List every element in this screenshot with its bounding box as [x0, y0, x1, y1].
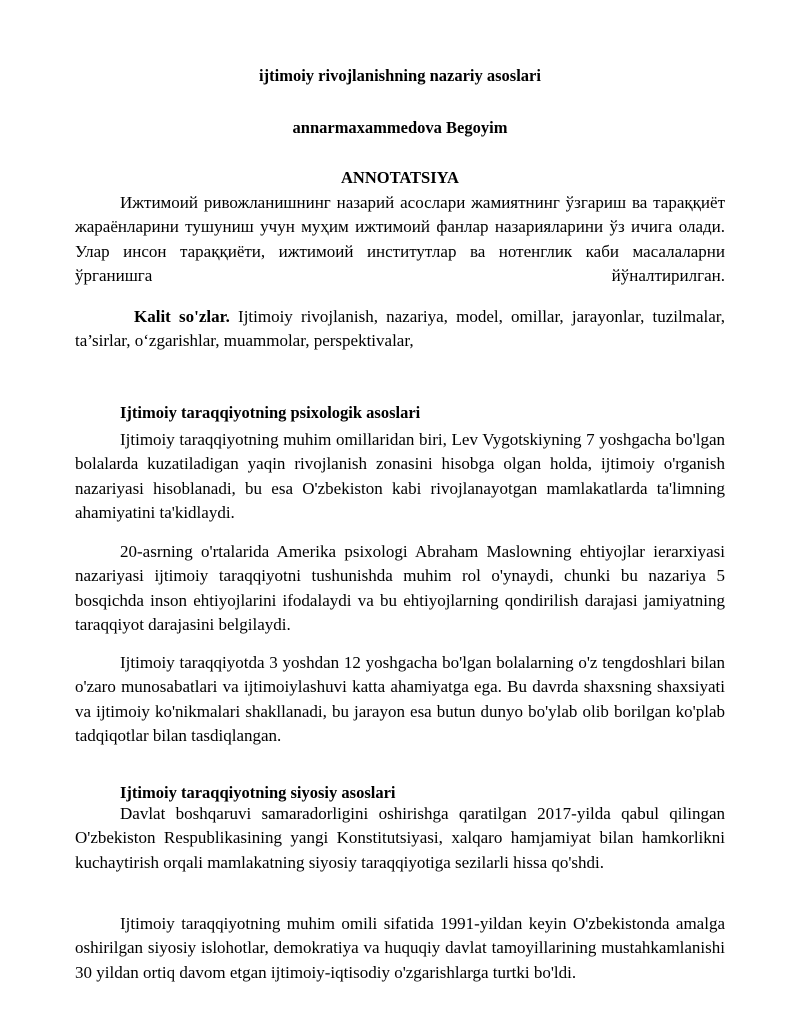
- section-heading-psychological: Ijtimoiy taraqqiyotning psixologik asoslari: [120, 403, 421, 422]
- author-name: annarmaxammedova Begoyim: [292, 118, 508, 137]
- keywords-paragraph: [75, 305, 725, 354]
- section1-paragraph-1: Ijtimoiy taraqqiyotning muhim omillaridan biri, Lev Vygotskiyning 7 yoshgacha bo'lgan bolalarda kuzatiladigan yaqin rivojlanish zonasini hisobga olgan holda, ijtimoiy o'rganish nazariyasi hisoblanadi, bu esa O'zbekiston kabi rivojlanayotgan mamlakatlarda ta'limning ahamiyatini ta'kidlaydi.: [75, 430, 725, 522]
- section-heading-political: Ijtimoiy taraqqiyotning siyosiy asoslari: [120, 783, 396, 802]
- annotation-text: Ижтимоий ривожланишнинг назарий асослари жамиятнинг ўзгариш ва тараққиёт жараёнларини тушуниш учун муҳим ижтимоий фанлар назарияларини ўз ичига олади. Улар инсон тараққиёти, ижтимоий институтлар ва нотенглик каби масалаларни ўрганишга йўналтирилган.: [75, 193, 725, 285]
- section1-paragraph-2: 20-asrning o'rtalarida Amerika psixologi Abraham Maslowning ehtiyojlar ierarxiyasi nazariyasi ijtimoiy taraqqiyotni tushunishda muhim rol o'ynaydi, chunki bu nazariya 5 bosqichda inson ehtiyojlarini ifodalaydi va bu ehtiyojlarning qondirilish darajasi jamiyatning taraqqiyot darajasini belgilaydi.: [75, 542, 725, 634]
- annotation-heading: ANNOTATSIYA: [341, 168, 459, 187]
- keywords-label: Kalit so'zlar.: [134, 307, 230, 326]
- section2-paragraph-2: Ijtimoiy taraqqiyotning muhim omili sifatida 1991-yildan keyin O'zbekistonda amalga oshirilgan siyosiy islohotlar, demokratiya va huquqiy davlat tamoyillarining mustahkamlanishi 30 yildan ortiq davom etgan ijtimoiy-iqtisodiy o'zgarishlarga turtki bo'ldi.: [75, 914, 725, 982]
- section2-paragraph-1: Davlat boshqaruvi samaradorligini oshirishga qaratilgan 2017-yilda qabul qilingan O'zbekiston Respublikasining yangi Konstitutsiyasi, xalqaro hamjamiyat bilan hamkorlikni kuchaytirish orqali mamlakatning siyosiy taraqqiyotiga sezilarli hissa qo'shdi.: [75, 804, 725, 872]
- keywords-text: Ijtimoiy rivojlanish, nazariya, model, omillar, jarayonlar, tuzilmalar, ta’sirlar, o‘zgarishlar, muammolar, perspektivalar,: [75, 307, 725, 351]
- section1-paragraph-3: Ijtimoiy taraqqiyotda 3 yoshdan 12 yoshgacha bo'lgan bolalarning o'z tengdoshlari bilan o'zaro munosabatlari va ijtimoiylashuvi katta ahamiyatga ega. Bu davrda shaxsning shaxsiyati va ijtimoiy ko'nikmalari shakllanadi, bu jarayon esa butun dunyo bo'ylab olib borilgan ko'plab tadqiqotlar bilan tasdiqlangan.: [75, 653, 725, 745]
- document-title: ijtimoiy rivojlanishning nazariy asoslari: [259, 66, 541, 85]
